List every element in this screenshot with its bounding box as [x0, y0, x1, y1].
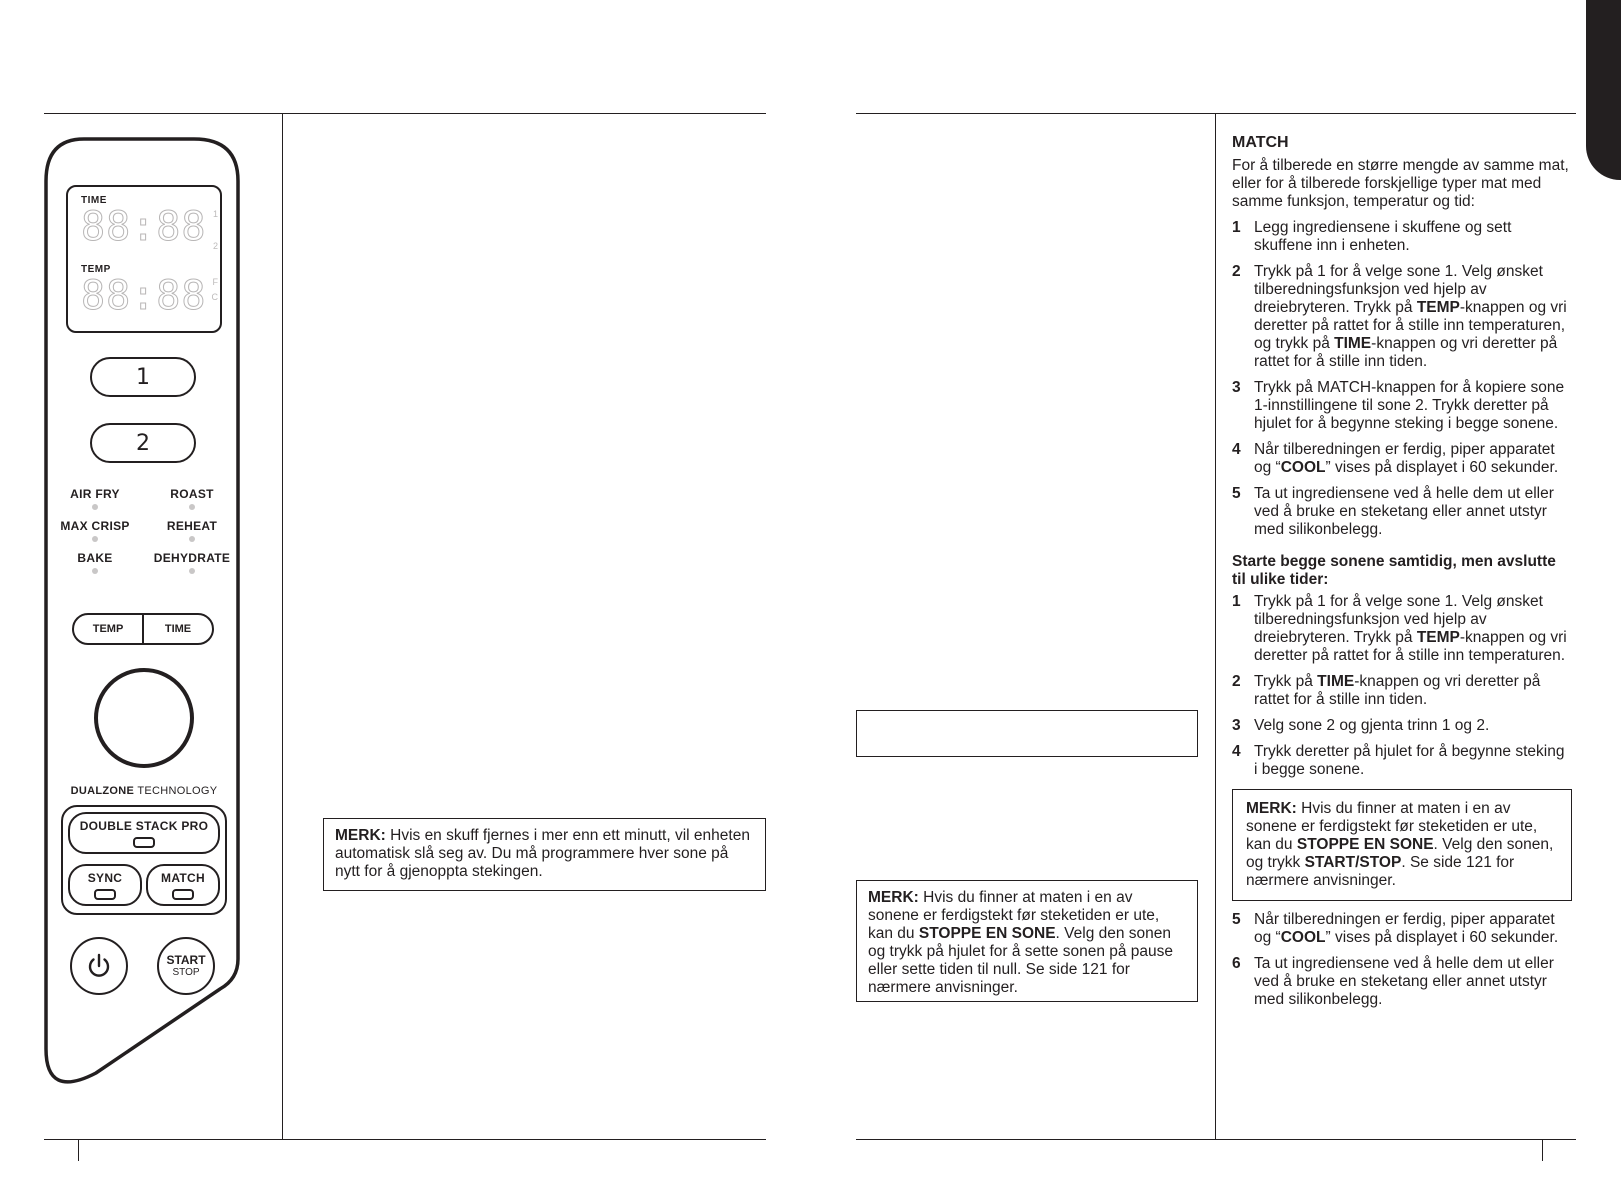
temp-digits: 88:88 — [81, 273, 207, 319]
indicator-dot — [92, 568, 98, 574]
match-steps — [1232, 219, 1572, 539]
temp-time-buttons — [72, 613, 214, 645]
list-item: 3 Velg sone 2 og gjenta trinn 1 og 2. — [1232, 717, 1490, 734]
function-bake[interactable]: BAKE — [50, 551, 140, 574]
unit-indicator-c: C — [211, 292, 218, 302]
both-zones-steps — [1232, 593, 1572, 779]
list-item: 1 Trykk på 1 for å velge sone 1. Velg ønsket tilberedningsfunksjon ved hjelp av dreiebryteren. Trykk på TEMP-knappen og vri deretter på rattet for å stille inn temperaturen. — [1232, 593, 1567, 664]
column-divider-left — [282, 113, 283, 1139]
led-indicator — [94, 889, 116, 900]
match-heading: MATCH — [1232, 134, 1289, 151]
zone-1-button[interactable]: 1 — [90, 357, 196, 397]
temp-button[interactable]: TEMP — [92, 623, 124, 635]
time-button[interactable]: TIME — [142, 615, 212, 643]
both-zones-heading: Starte begge sonene samtidig, men avslutte til ulike tider: — [1232, 553, 1556, 588]
list-item: 4 Når tilberedningen er ferdig, piper apparatet og “COOL” vises på displayet i 60 sekunder. — [1232, 441, 1559, 476]
list-item: 2 Trykk på 1 for å velge sone 1. Velg ønsket tilberedningsfunksjon ved hjelp av dreiebryteren. Trykk på TEMP-knappen og vri deretter på rattet for å stille inn temperaturen, og trykk på TIME-knappen og vri deretter på rattet for å stille inn tiden. — [1232, 263, 1567, 370]
list-item: 5 Ta ut ingrediensene ved å helle dem ut eller ved å bruke en steketang eller annet utstyr med silikonbelegg. — [1232, 485, 1554, 538]
indicator-dot — [92, 504, 98, 510]
note-stop-zone: MERK: Hvis du finner at maten i en av sonene er ferdigstekt før steketiden er ute, kan du STOPPE EN SONE. Velg den sonen og trykk på hjulet for å sette sonen på pause eller sette tiden til null. Se side 121 for nærmere anvisninger. — [856, 880, 1198, 1002]
time-digits: 88:88 — [81, 204, 207, 250]
led-indicator — [172, 889, 194, 900]
list-item: 2 Trykk på TIME-knappen og vri deretter på rattet for å stille inn tiden. — [1232, 673, 1541, 708]
control-panel-illustration — [44, 137, 244, 1114]
column-divider-right — [1215, 113, 1216, 1139]
indicator-dot — [189, 536, 195, 542]
led-indicator — [133, 837, 155, 848]
indicator-dot — [189, 504, 195, 510]
indicator-dot — [189, 568, 195, 574]
unit-indicator-f: F — [212, 277, 218, 287]
top-rule-right — [856, 113, 1576, 114]
control-dial[interactable] — [94, 668, 194, 768]
instructions-column — [1232, 133, 1572, 1017]
list-item: 6 Ta ut ingrediensene ved å helle dem ut eller ved å bruke en steketang eller annet utstyr med silikonbelegg. — [1232, 955, 1554, 1008]
sync-button[interactable]: SYNC — [68, 864, 142, 906]
note-drawer-removed: MERK: Hvis en skuff fjernes i mer enn ett minutt, vil enheten automatisk slå seg av. Du må programmere hver sone på nytt for å gjenoppta stekingen. — [323, 818, 766, 891]
match-button[interactable]: MATCH — [146, 864, 220, 906]
lcd-display — [66, 185, 222, 333]
function-air-fry[interactable]: AIR FRY — [50, 487, 140, 510]
list-item: 3 Trykk på MATCH-knappen for å kopiere sone 1-innstillingene til sone 2. Trykk deretter på hjulet for å begynne steking i begge sonene. — [1232, 379, 1565, 432]
power-button[interactable] — [70, 937, 128, 995]
empty-frame — [856, 710, 1198, 757]
note-start-stop: MERK: Hvis du finner at maten i en av sonene er ferdigstekt før steketiden er ute, kan du STOPPE EN SONE. Velg den sonen, og trykk START/STOP. Se side 121 for nærmere anvisninger. — [1232, 789, 1572, 901]
both-zones-steps-cont — [1232, 911, 1572, 1009]
zone-indicator-1: 1 — [212, 209, 218, 219]
button-group — [61, 805, 227, 915]
match-intro: For å tilberede en større mengde av samme mat, eller for å tilberede forskjellige typer mat med samme funksjon, temperatur og tid: — [1232, 157, 1569, 210]
start-stop-button[interactable]: START STOP — [157, 937, 215, 995]
zone-2-button[interactable]: 2 — [90, 423, 196, 463]
list-item: 1 Legg ingrediensene i skuffene og sett skuffene inn i enheten. — [1232, 219, 1512, 254]
crop-mark-left — [78, 1139, 79, 1161]
zone-indicator-2: 2 — [212, 241, 218, 251]
top-rule-left — [44, 113, 766, 114]
double-stack-pro-button[interactable]: DOUBLE STACK PRO — [68, 812, 220, 854]
power-icon — [85, 952, 113, 980]
time-display-label: TIME — [81, 195, 107, 206]
list-item: 4 Trykk deretter på hjulet for å begynne steking i begge sonene. — [1232, 743, 1565, 778]
indicator-dot — [92, 536, 98, 542]
dualzone-technology-label: DUALZONE TECHNOLOGY — [70, 785, 218, 797]
crop-mark-right — [1542, 1139, 1543, 1161]
function-reheat[interactable]: REHEAT — [147, 519, 237, 542]
function-dehydrate[interactable]: DEHYDRATE — [147, 551, 237, 574]
function-max-crisp[interactable]: MAX CRISP — [50, 519, 140, 542]
function-roast[interactable]: ROAST — [147, 487, 237, 510]
temp-display-label: TEMP — [81, 264, 111, 275]
bottom-rule-left — [44, 1139, 766, 1140]
bottom-rule-right — [856, 1139, 1576, 1140]
list-item: 5 Når tilberedningen er ferdig, piper apparatet og “COOL” vises på displayet i 60 sekunder. — [1232, 911, 1559, 946]
section-tab — [1586, 0, 1621, 180]
